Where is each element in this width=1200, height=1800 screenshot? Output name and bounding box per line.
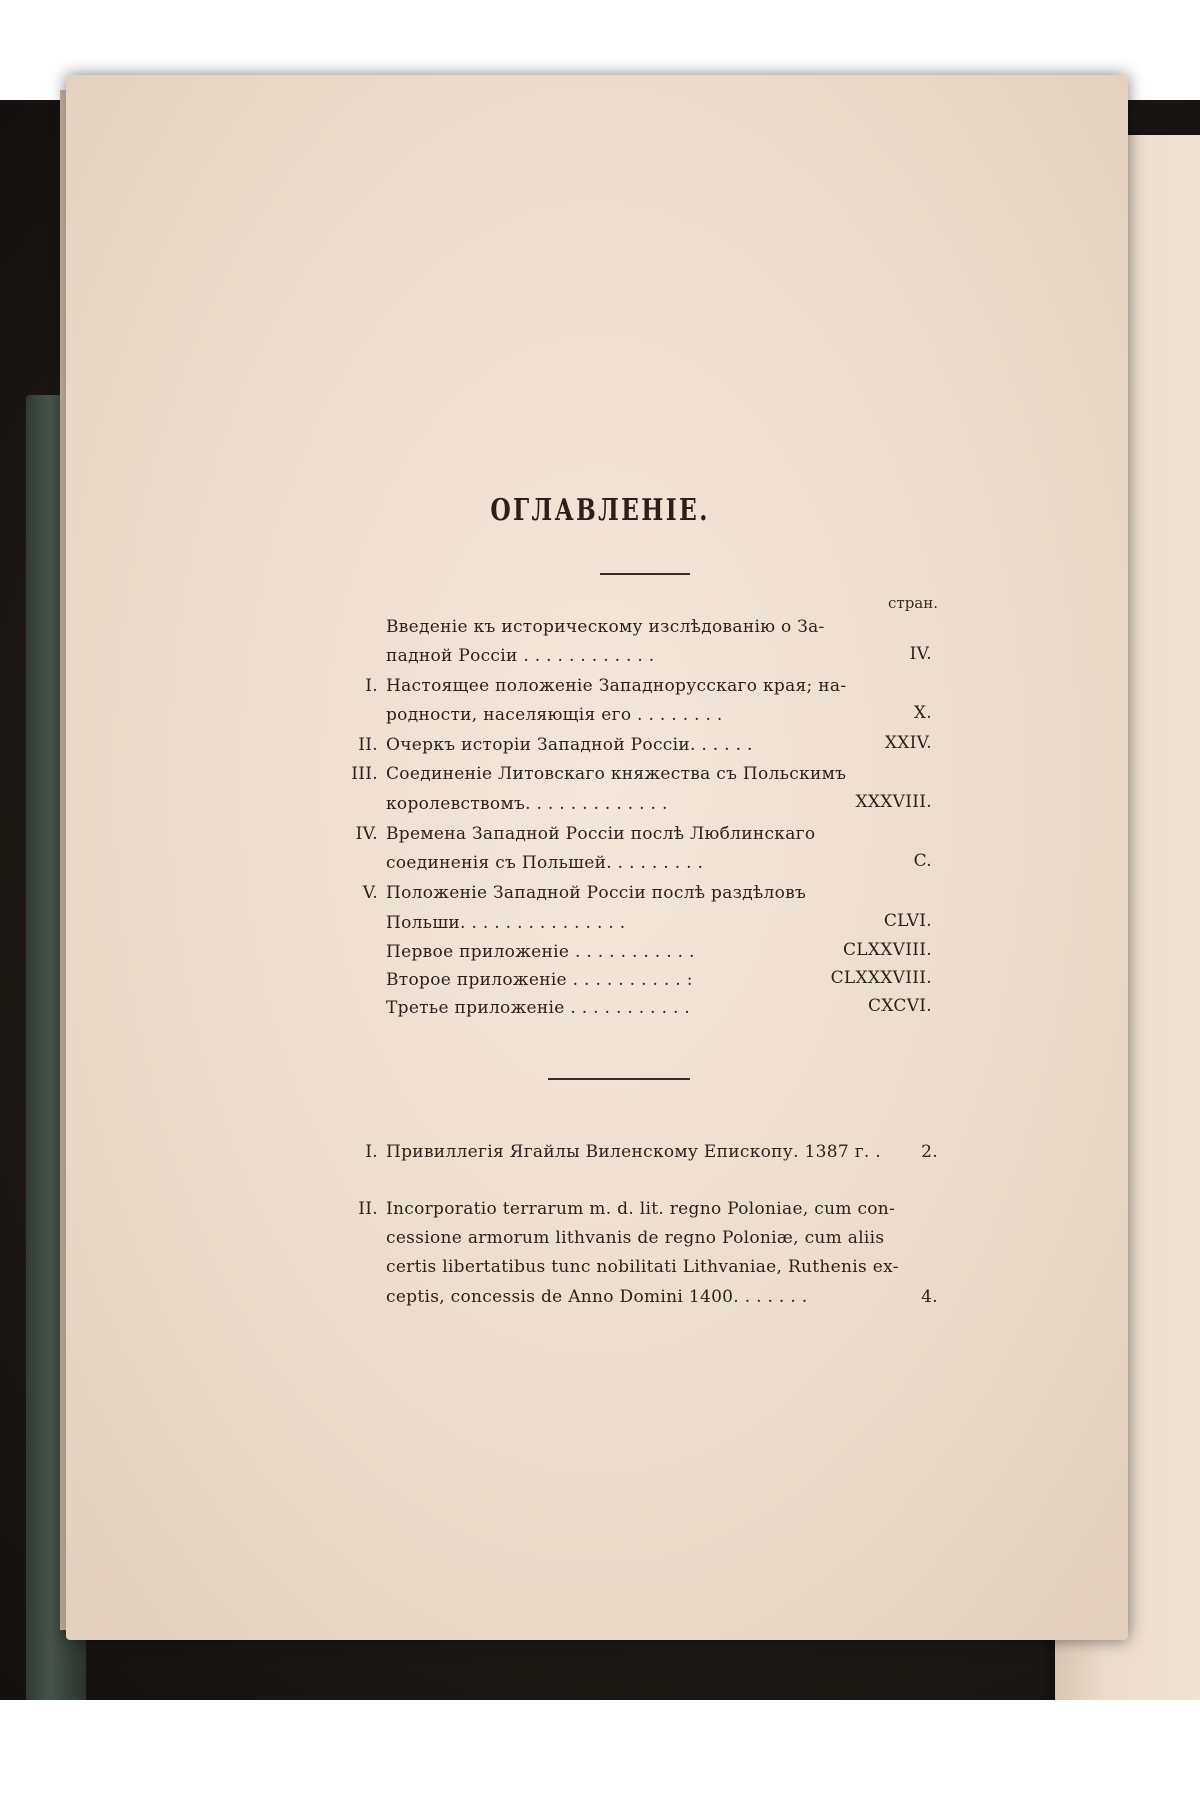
toc-entry-3-line-0: Соединеніе Литовскаго княжества съ Польскимъ (386, 764, 847, 784)
toc-entry-6-line-0: Первое приложеніе . . . . . . . . . . . (386, 942, 695, 962)
toc-entry-6-page: CLXXVIII. (842, 940, 932, 960)
appendix-entry-1-num: II. (358, 1199, 378, 1219)
appendix-entry-1-line-0: Incorporatio terrarum m. d. lit. regno Poloniae, cum con- (386, 1199, 896, 1219)
toc-entry-2-num: II. (358, 735, 378, 755)
column-header-pages: стран. (888, 594, 939, 612)
toc-entry-8-page: CXCVI. (867, 996, 932, 1016)
toc-entry-8-line-0: Третье приложеніе . . . . . . . . . . . (386, 998, 691, 1018)
toc-entry-0-page: IV. (909, 644, 932, 664)
toc-entry-4-num: IV. (355, 824, 378, 844)
appendix-entry-0-num: I. (365, 1142, 378, 1162)
appendix-entry-1-line-2: certis libertatibus tunc nobilitati Lithvaniae, Ruthenis ex- (386, 1257, 899, 1277)
appendix-entry-1-page: 4. (921, 1287, 938, 1307)
toc-entry-1-line-1: родности, населяющія его . . . . . . . . (386, 705, 723, 725)
appendix-entry-1-line-3: ceptis, concessis de Anno Domini 1400. . . . . . . (386, 1287, 808, 1307)
toc-entry-5-line-1: Польши. . . . . . . . . . . . . . . (386, 913, 626, 933)
toc-entry-5-num: V. (362, 883, 378, 903)
toc-entry-0-line-1: падной Россіи . . . . . . . . . . . . (386, 646, 655, 666)
toc-entry-4-line-1: соединенія съ Польшей. . . . . . . . . (386, 853, 704, 873)
section-rule (548, 1078, 690, 1080)
toc-entry-2-line-0: Очеркъ исторіи Западной Россіи. . . . . . (386, 735, 753, 755)
toc-entry-1-page: X. (913, 703, 932, 723)
appendix-entry-0-line-0: Привиллегія Ягайлы Виленскому Епископу. 1387 г. . (386, 1142, 882, 1162)
toc-entry-2-page: XXIV. (884, 733, 932, 753)
page-title: ОГЛАВЛЕНІЕ. (490, 493, 710, 528)
toc-entry-5-page: CLVI. (883, 911, 932, 931)
title-rule (600, 573, 690, 575)
toc-entry-1-num: I. (365, 676, 378, 696)
toc-entry-7-line-0: Второе приложеніе . . . . . . . . . . : (386, 970, 693, 990)
toc-entry-0-line-0: Введеніе къ историческому изслѣдованію о За- (386, 617, 825, 637)
toc-entry-5-line-0: Положеніе Западной Россіи послѣ раздѣловъ (386, 883, 807, 903)
toc-entry-3-line-1: королевствомъ. . . . . . . . . . . . . (386, 794, 668, 814)
toc-entry-7-page: CLXXXVIII. (830, 968, 932, 988)
toc-entry-1-line-0: Настоящее положеніе Западнорусскаго края; на- (386, 676, 847, 696)
toc-entry-3-page: XXXVIII. (855, 792, 932, 812)
appendix-entry-1-line-1: cessione armorum lithvanis de regno Poloniæ, cum aliis (386, 1228, 885, 1248)
toc-entry-4-line-0: Времена Западной Россіи послѣ Люблинскаго (386, 824, 816, 844)
appendix-entry-0-page: 2. (921, 1142, 938, 1162)
toc-entry-3-num: III. (351, 764, 378, 784)
toc-entry-4-page: C. (913, 851, 932, 871)
